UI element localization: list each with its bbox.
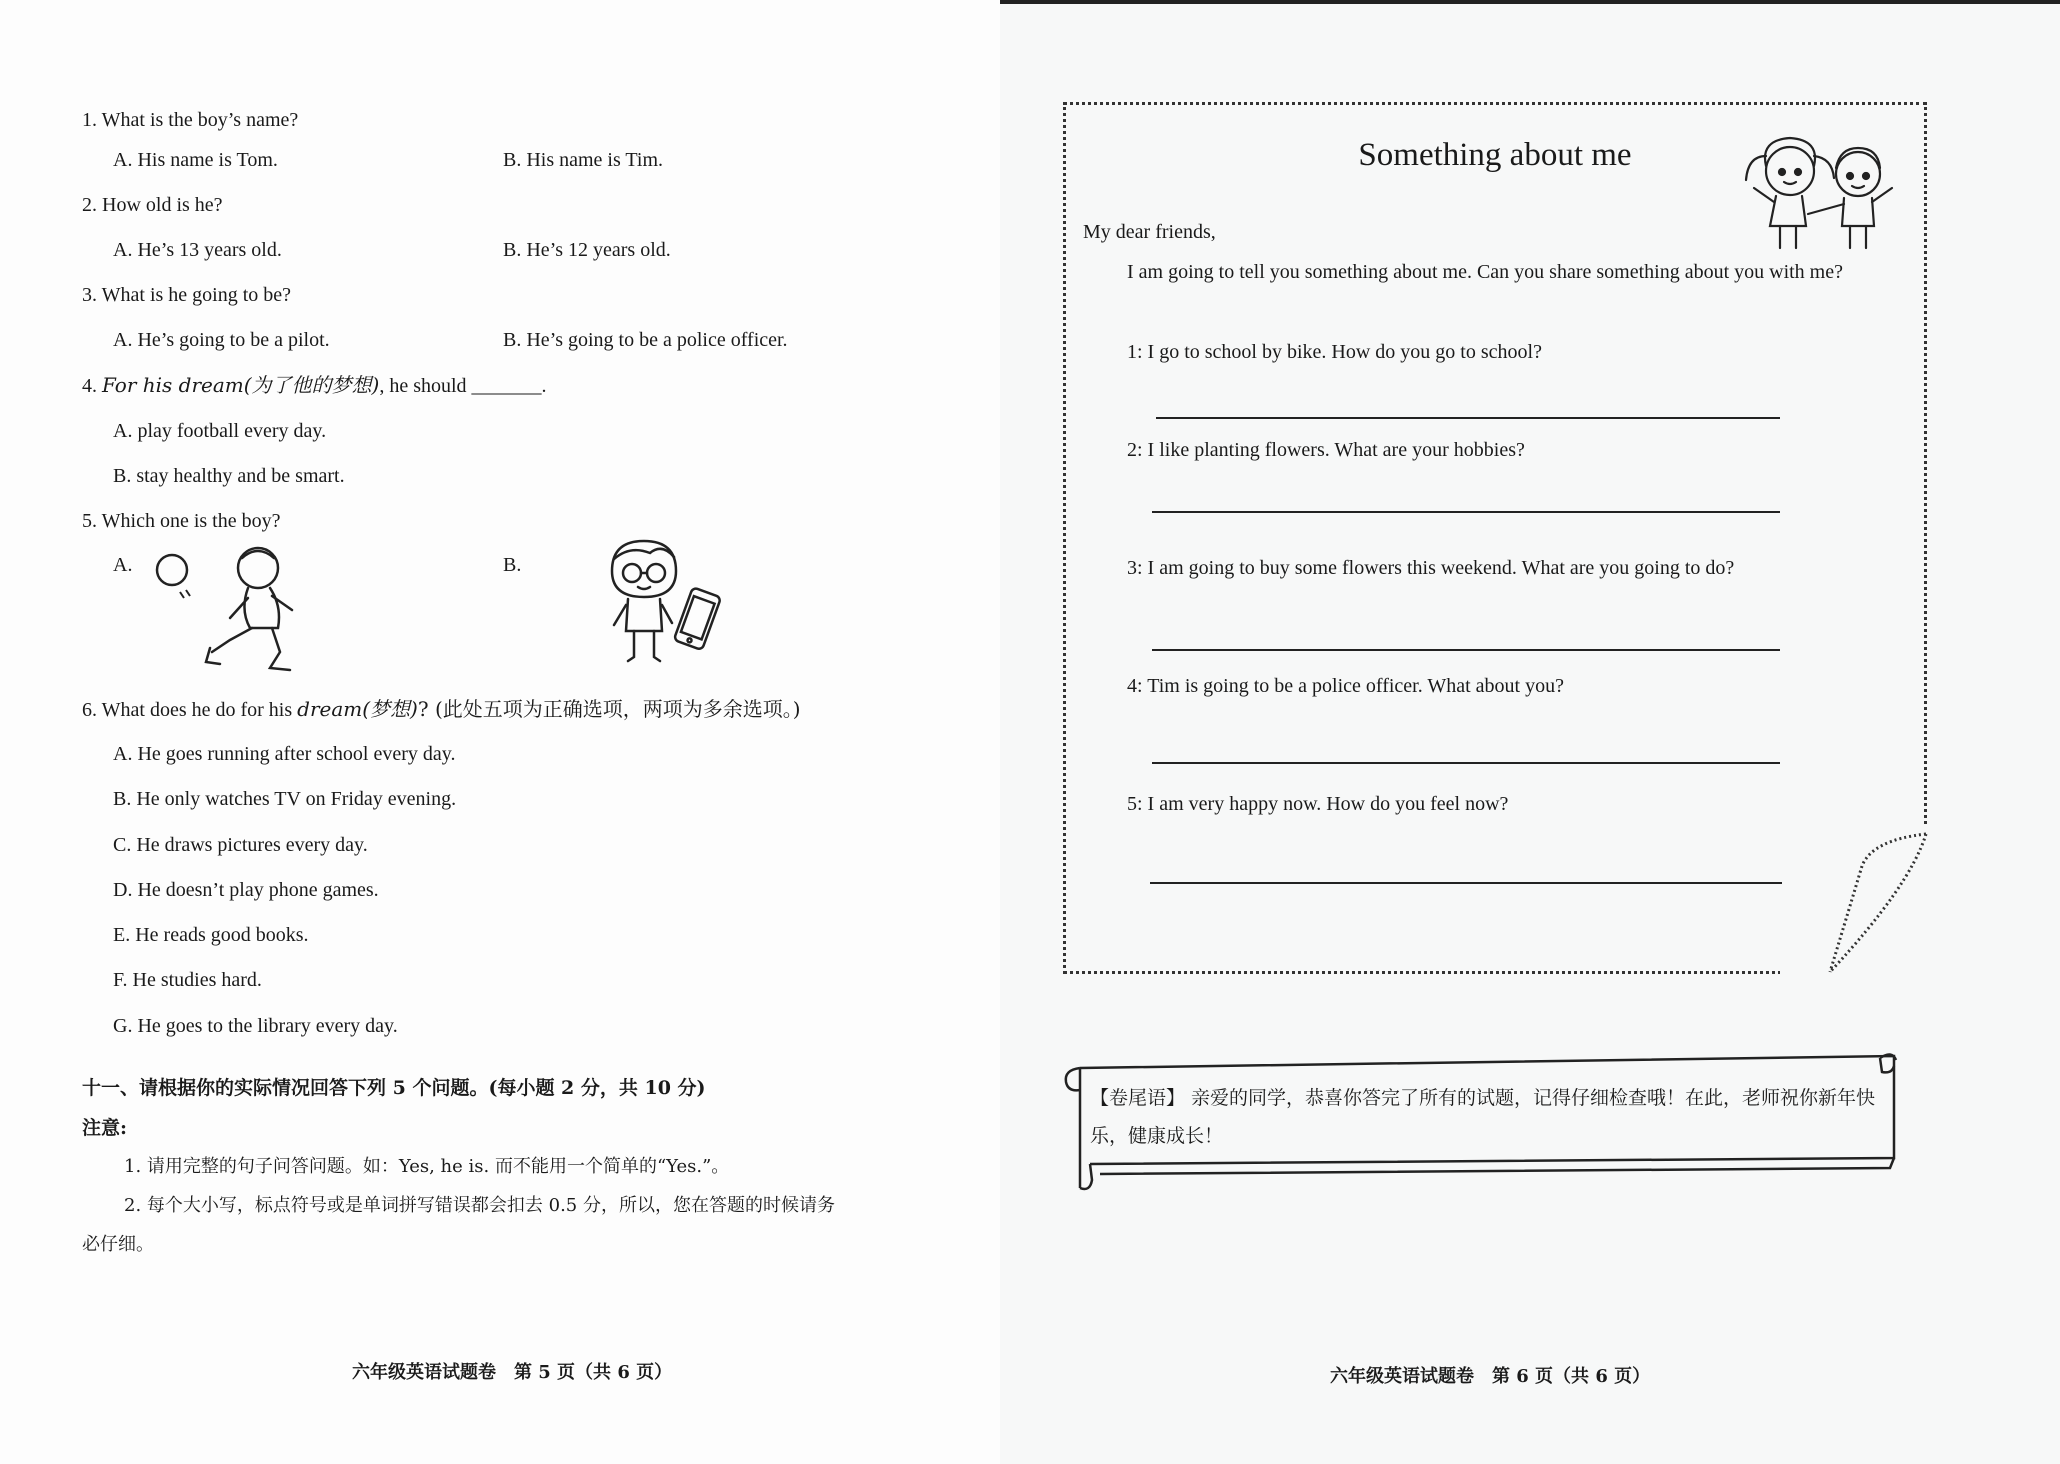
option-a: A. He goes running after school every day. xyxy=(113,743,456,765)
answer-line-2[interactable] xyxy=(1152,511,1780,513)
option-e: E. He reads good books. xyxy=(113,924,309,946)
phone-icon xyxy=(668,585,728,655)
question-text: How old is he? xyxy=(102,194,223,216)
question-6 xyxy=(82,697,801,722)
exam-page-6 xyxy=(1000,0,2060,1464)
option-b: B. His name is Tim. xyxy=(503,149,664,171)
page-footer: 六年级英语试题卷 第 5 页（共 6 页） xyxy=(352,1362,673,1383)
option-a: A. xyxy=(113,554,133,576)
question-number: 1. xyxy=(82,109,97,131)
question-number: 4. xyxy=(82,375,97,397)
answer-line-5[interactable] xyxy=(1150,882,1782,884)
option-b: B. He only watches TV on Friday evening. xyxy=(113,788,457,810)
page-footer: 六年级英语试题卷 第 6 页（共 6 页） xyxy=(1330,1366,1651,1387)
option-g: G. He goes to the library every day. xyxy=(113,1015,398,1037)
option-b: B. He’s going to be a police officer. xyxy=(503,329,788,351)
question-text: What is the boy’s name? xyxy=(101,109,299,131)
note-label: 注意: xyxy=(82,1117,128,1139)
question-1 xyxy=(82,108,298,132)
option-a: A. play football every day. xyxy=(113,420,327,442)
note-2-continued: 必仔细。 xyxy=(82,1234,154,1255)
option-d: D. He doesn’t play phone games. xyxy=(113,879,379,901)
question-text: What does he do for his xyxy=(101,699,298,721)
question-4 xyxy=(82,373,547,398)
option-b: B. stay healthy and be smart. xyxy=(113,465,345,487)
page-curl-icon xyxy=(1780,826,1932,978)
option-b: B. xyxy=(503,554,522,576)
question-text: , he should _______. xyxy=(379,375,547,397)
two-kids-illustration xyxy=(1740,126,1910,256)
card-greeting: My dear friends, xyxy=(1083,221,1216,243)
boy-kicking-illustration xyxy=(200,540,310,675)
section-title: 十一、请根据你的实际情况回答下列 5 个问题。(每小题 2 分，共 10 分) xyxy=(82,1077,706,1099)
prompt-5: 5: I am very happy now. How do you feel now? xyxy=(1127,793,1509,815)
question-3 xyxy=(82,283,291,307)
exam-page-5 xyxy=(0,0,1000,1464)
option-b: B. He’s 12 years old. xyxy=(503,239,671,261)
question-text: Which one is the boy? xyxy=(101,510,281,532)
card-intro: I am going to tell you something about me. Can you share something about you with me? xyxy=(1127,261,1843,283)
question-number: 2. xyxy=(82,194,97,216)
option-c: C. He draws pictures every day. xyxy=(113,834,368,856)
question-5 xyxy=(82,509,280,533)
closing-note: 【卷尾语】 亲爱的同学，恭喜你答完了所有的试题，记得仔细检查哦！在此，老师祝你新年快乐，健康成长！ xyxy=(1090,1087,1876,1147)
option-f: F. He studies hard. xyxy=(113,969,262,991)
note-1: 1. 请用完整的句子问答问题。如：Yes, he is. 而不能用一个简单的“Yes.”。 xyxy=(124,1156,730,1177)
answer-line-3[interactable] xyxy=(1152,649,1780,651)
prompt-3: 3: I am going to buy some flowers this weekend. What are you going to do? xyxy=(1127,557,1735,579)
question-text-italic: dream(梦想) xyxy=(297,697,418,721)
answer-line-4[interactable] xyxy=(1152,762,1780,764)
ball-icon xyxy=(150,548,200,608)
prompt-1: 1: I go to school by bike. How do you go to school? xyxy=(1127,341,1542,363)
question-number: 3. xyxy=(82,284,97,306)
card-title: Something about me xyxy=(1358,137,1632,173)
question-number: 6. xyxy=(82,699,97,721)
option-a: A. His name is Tom. xyxy=(113,149,278,171)
option-a: A. He’s 13 years old. xyxy=(113,239,282,261)
prompt-4: 4: Tim is going to be a police officer. What about you? xyxy=(1127,675,1564,697)
question-2 xyxy=(82,193,223,217)
note-2: 2. 每个大小写，标点符号或是单词拼写错误都会扣去 0.5 分，所以，您在答题的时候请务 xyxy=(124,1195,835,1216)
answer-line-1[interactable] xyxy=(1156,417,1780,419)
question-text: ? (此处五项为正确选项，两项为多余选项。) xyxy=(417,697,801,721)
prompt-2: 2: I like planting flowers. What are your hobbies? xyxy=(1127,439,1525,461)
question-text: What is he going to be? xyxy=(101,284,292,306)
option-a: A. He’s going to be a pilot. xyxy=(113,329,330,351)
question-text-italic: For his dream(为了他的梦想) xyxy=(102,373,380,397)
question-number: 5. xyxy=(82,510,97,532)
